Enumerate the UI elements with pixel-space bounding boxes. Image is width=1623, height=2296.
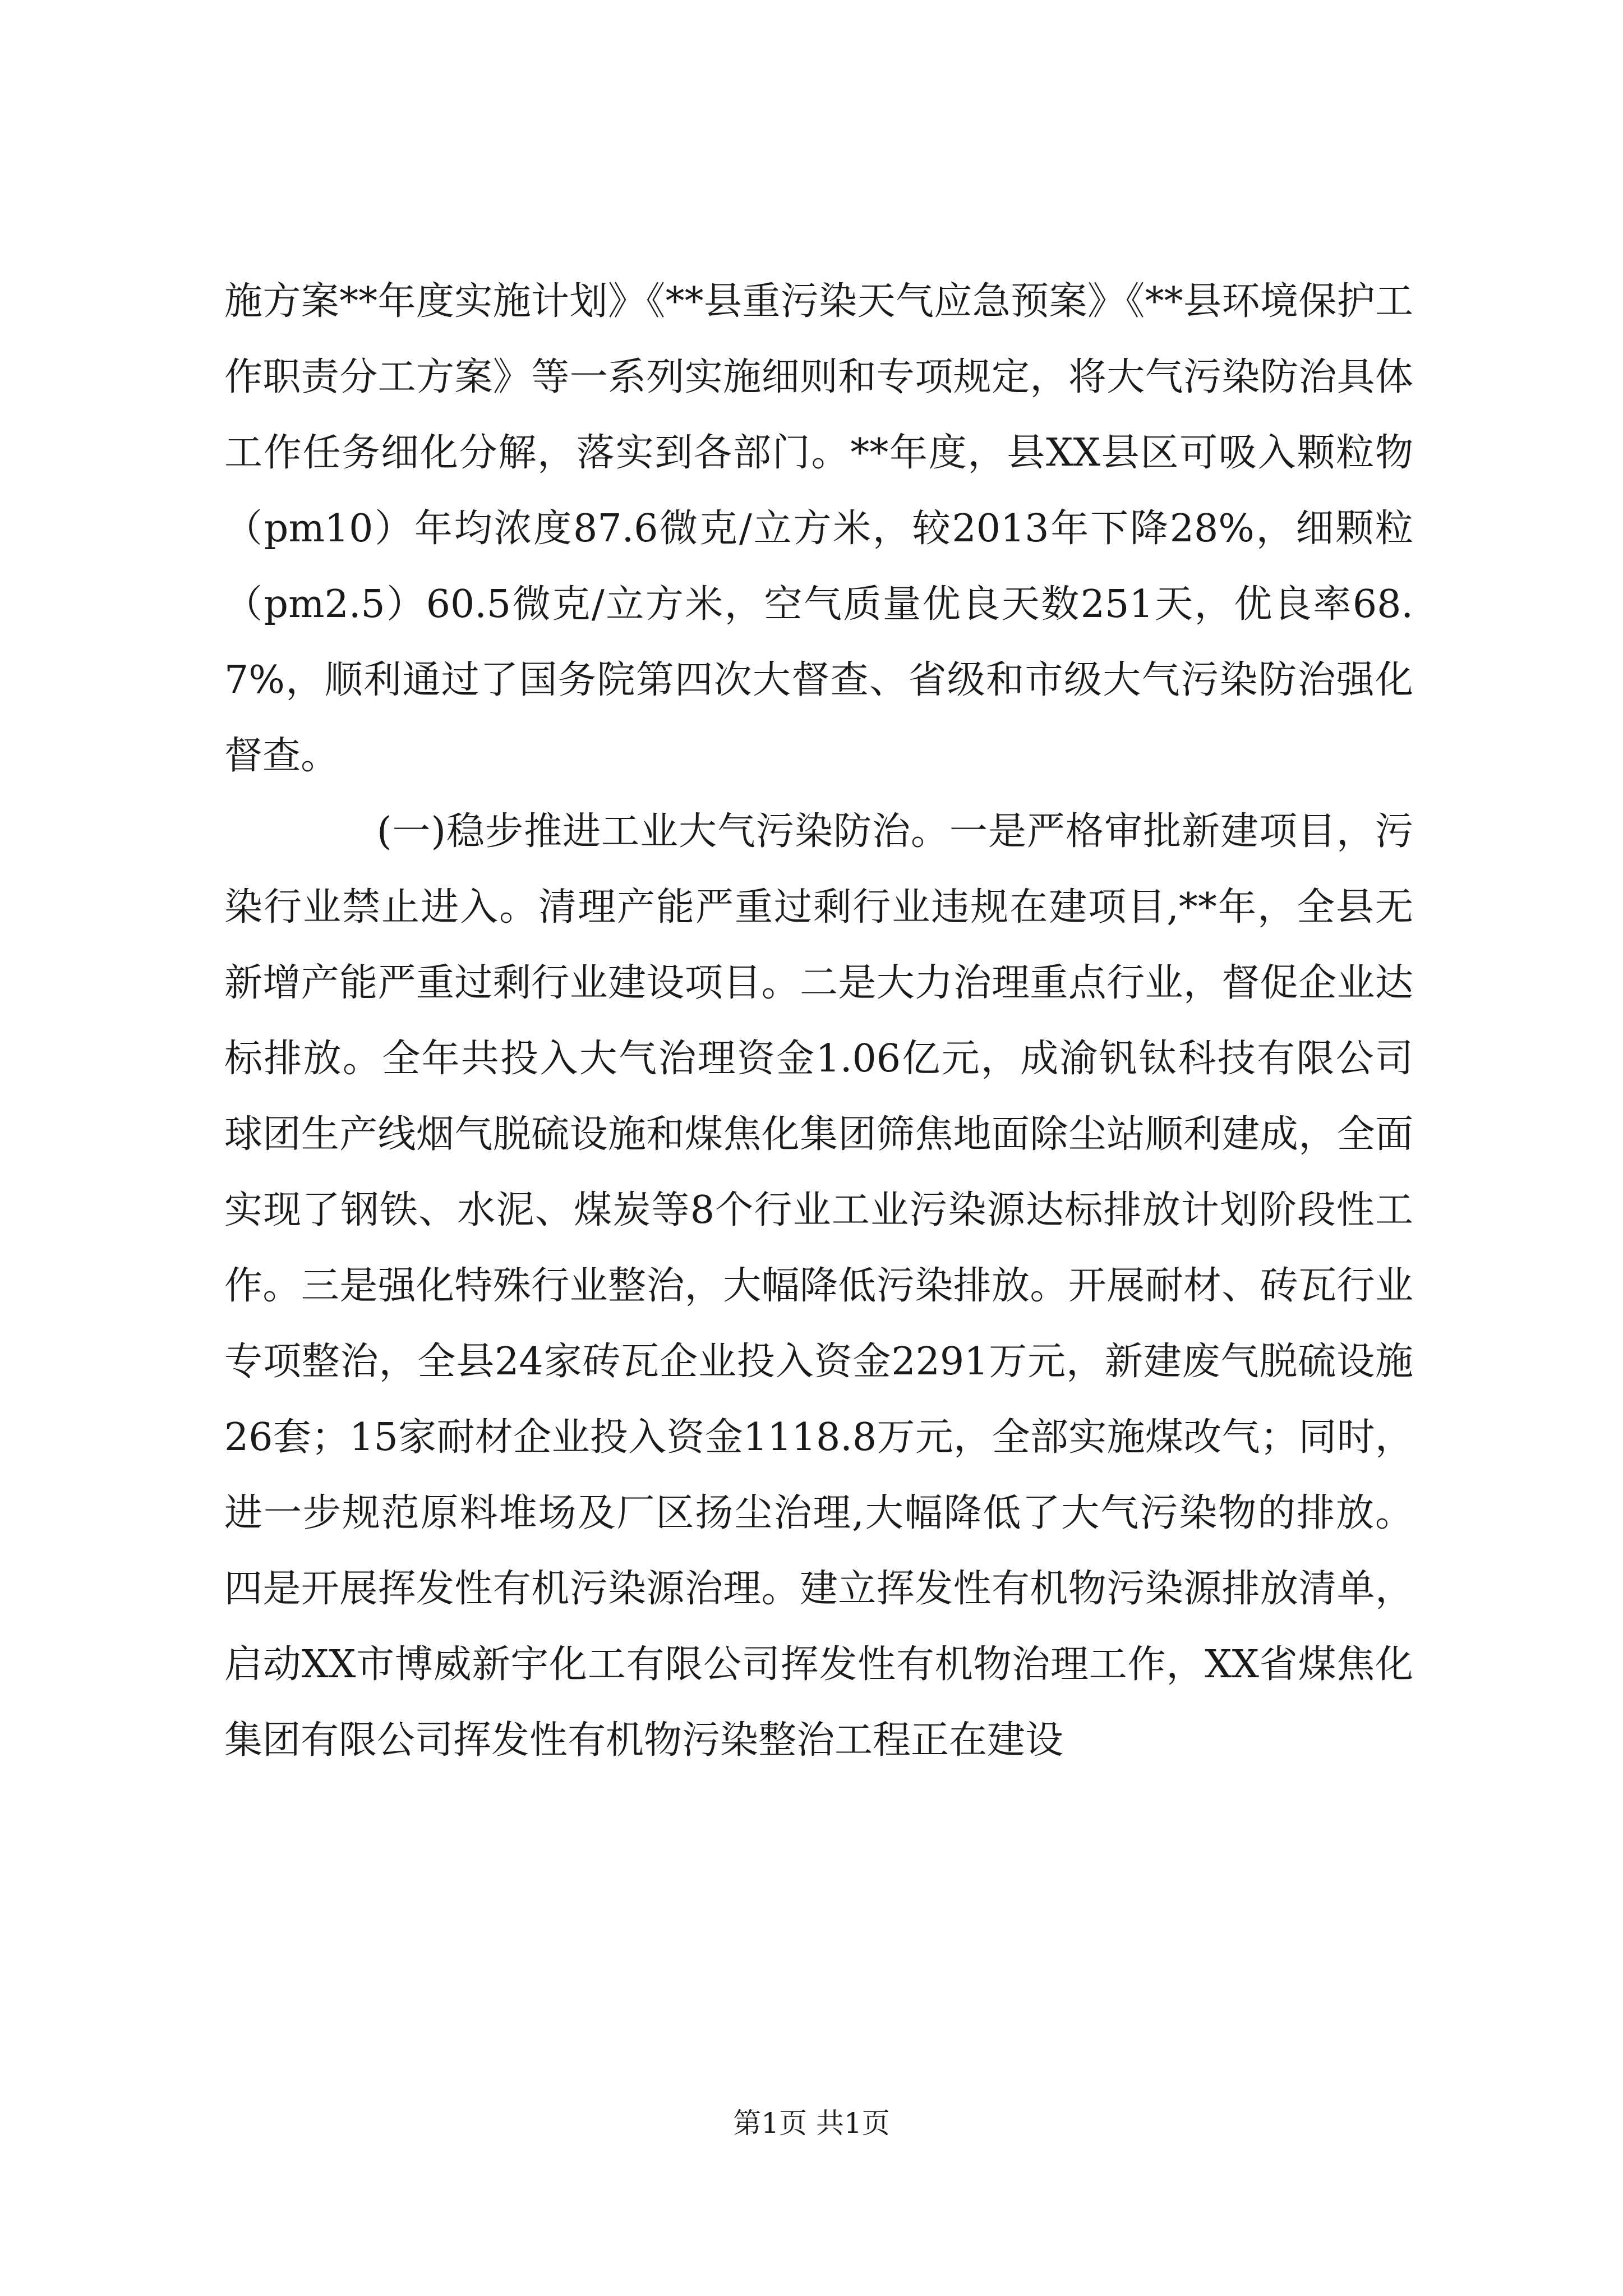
paragraph-industrial-pollution: (一)稳步推进工业大气污染防治。一是严格审批新建项目，污染行业禁止进入。清理产能严重过剩行业违规在建项目,**年，全县无新增产能严重过剩行业建设项目。二是大力治理重点行业，督促企业达标排放。全年共投入大气治理资金1.06亿元，成渝钒钛科技有限公司球团生产线烟气脱硫设施和煤焦化集团筛焦地面除尘站顺利建成，全面实现了钢铁、水泥、煤炭等8个行业工业污染源达标排放计划阶段性工作。三是强化特殊行业整治，大幅降低污染排放。开展耐材、砖瓦行业专项整治，全县24家砖瓦企业投入资金2291万元，新建废气脱硫设施26套；15家耐材企业投入资金1118.8万元，全部实施煤改气；同时，进一步规范原料堆场及厂区扬尘治理,大幅降低了大气污染物的排放。四是开展挥发性有机污染源治理。建立挥发性有机物污染源排放清单，启动XX市博威新宇化工有限公司挥发性有机物治理工作，XX省煤焦化集团有限公司挥发性有机物污染整治工程正在建设 [224,809,1413,1763]
page-footer: 第1页 共1页 [733,2107,890,2139]
document-body [224,264,1413,1778]
paragraph-summary: 施方案**年度实施计划》《**县重污染天气应急预案》《**县环境保护工作职责分工方案》等一系列实施细则和专项规定，将大气污染防治具体工作任务细化分解，落实到各部门。**年度，县XX县区可吸入颗粒物（pm10）年均浓度87.6微克/立方米，较2013年下降28%，细颗粒（pm2.5）60.5微克/立方米，空气质量优良天数251天，优良率68.7%，顺利通过了国务院第四次大督查、省级和市级大气污染防治强化督查。 [224,279,1413,778]
